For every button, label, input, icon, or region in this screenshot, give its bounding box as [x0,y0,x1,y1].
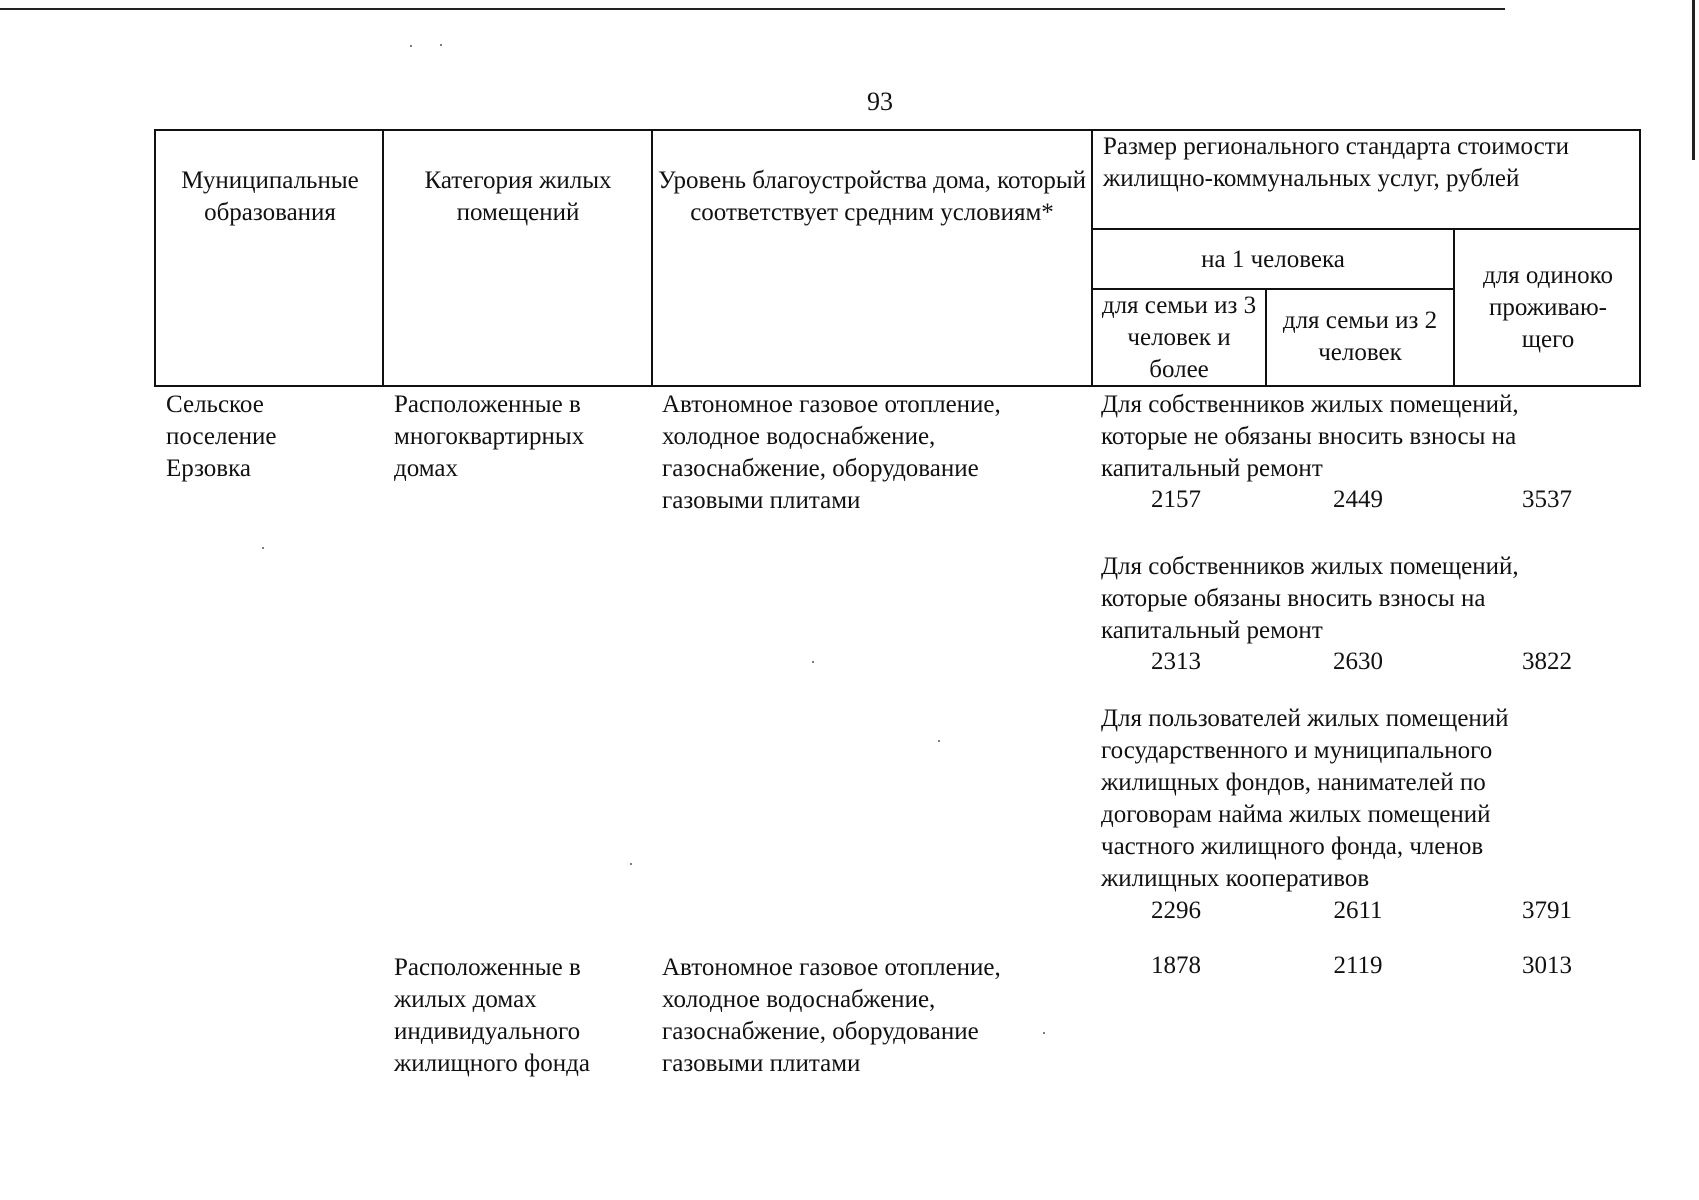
header-level: Уровень благоустройства дома, который соответствует средним условиям* [658,167,1086,226]
scan-speck [262,547,264,549]
divider [651,131,653,387]
category-individual-houses: Расположенные в жилых домах индивидуального жилищного фонда [394,954,590,1077]
header-family3: для семьи из 3 человек и более [1101,292,1257,383]
value-family2: 2630 [1333,648,1383,675]
value-single: 3013 [1522,952,1572,979]
category-apartment-buildings: Расположенные в многоквартирных домах [394,391,585,482]
header-category: Категория жилых помещений [424,167,612,226]
value-family3: 2157 [1151,486,1201,513]
table-header [154,129,1641,387]
level-apartment-buildings: Автономное газовое отопление, холодное водоснабжение, газоснабжение, оборудование газовыми плитами [662,391,1001,514]
scan-right-edge [1692,0,1695,160]
header-per-person: на 1 человека [1201,246,1345,273]
header-single: для одиноко проживаю-щего [1482,262,1614,353]
divider [382,131,384,387]
group-owners-no-capital-repair: Для собственников жилых помещений, которые не обязаны вносить взносы на капитальный ремонт [1101,391,1519,482]
value-family3: 2313 [1151,648,1201,675]
value-family2: 2119 [1333,952,1383,979]
value-single: 3537 [1522,486,1572,513]
scan-speck [938,740,940,742]
scan-speck [1043,1032,1045,1034]
level-individual-houses: Автономное газовое отопление, холодное водоснабжение, газоснабжение, оборудование газовыми плитами [662,954,1001,1077]
value-single: 3822 [1522,648,1572,675]
scan-speck [812,661,814,663]
group-owners-capital-repair: Для собственников жилых помещений, которые обязаны вносить взносы на капитальный ремонт [1101,553,1519,644]
value-family3: 1878 [1151,952,1201,979]
scan-speck [630,863,632,865]
header-municipality: Муниципальные образования [181,167,359,226]
value-single: 3791 [1522,897,1572,924]
page-number: 93 [867,87,893,116]
municipality-name: Сельское поселение Ерзовка [166,391,277,482]
value-family2: 2449 [1333,486,1383,513]
scan-speck [410,45,412,47]
divider [1091,228,1641,230]
value-family3: 2296 [1151,897,1201,924]
value-family2: 2611 [1333,897,1383,924]
header-standard: Размер регионального стандарта стоимости жилищно-коммунальных услуг, рублей [1103,133,1570,192]
scan-top-line [0,8,1505,10]
scan-speck [440,44,442,46]
header-family2: для семьи из 2 человек [1282,307,1438,366]
group-tenants: Для пользователей жилых помещений государственного и муниципального жилищных фондов, нанимателей по договорам найма жилых помещений частного жилищного фонда, членов жилищных кооперативов [1101,705,1509,892]
